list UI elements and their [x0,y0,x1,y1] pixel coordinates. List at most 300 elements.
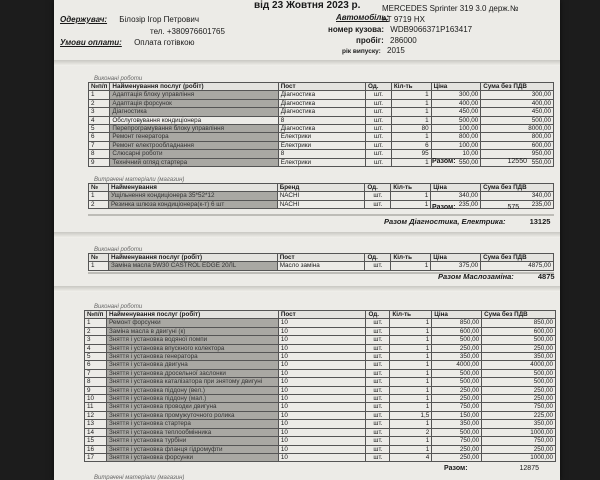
cell-price: 550,00 [431,158,481,166]
cell-price: 450,00 [431,108,481,116]
cell-sum: 340,00 [481,192,554,200]
col-price: Ціна [432,311,482,319]
cell-price: 500,00 [432,369,482,377]
col-name: Найменування послуг (робіт) [106,311,278,319]
cell-name: Зняття і установка фланця гідромуфти [106,445,278,453]
works1-total-value: 12550 [507,158,527,165]
cell-qty: 1,5 [390,411,432,419]
cell-sum: 350,00 [482,353,556,361]
table-row [85,378,556,386]
cell-post: 10 [278,353,366,361]
cell-unit: шт. [366,428,390,436]
cell-unit: шт. [366,344,390,352]
year-line [342,46,405,57]
cell-price: 400,00 [431,99,481,107]
cell-name: Адаптація блоку управління [110,91,278,99]
cell-sum: 500,00 [482,336,556,344]
cell-post: 10 [278,445,366,453]
col-name: Найменування послуг (робіт) [110,83,278,91]
cell-name: Зняття і установка водяної помпи [106,336,278,344]
invoice-date: від 23 Жовтня 2023 р. [254,0,361,11]
cell-unit: шт. [365,262,391,270]
cell-sum: 500,00 [482,378,556,386]
cell-no: 4 [89,116,110,124]
materials1-total [432,204,519,211]
cell-post: 10 [278,403,366,411]
cell-qty: 6 [391,141,431,149]
col-sum: Сума без ПДВ [482,311,556,319]
cell-unit: шт. [366,327,390,335]
col-no: №п/п [89,83,110,91]
cell-sum: 500,00 [482,369,556,377]
cell-unit: шт. [366,141,392,149]
cell-no: 10 [85,395,107,403]
cell-no: 6 [89,133,110,141]
cell-name: Зняття і установка піддону (мал.) [106,395,278,403]
col-qty: Кіл-ть [391,83,431,91]
cell-price: 600,00 [432,327,482,335]
customer-name: Білозір Ігор Петрович [119,15,200,24]
cell-no: 3 [89,108,110,116]
cell-post: Електрики [278,133,365,141]
cell-name: Зняття і установка турбіни [106,437,278,445]
works1-total [432,158,527,165]
cell-price: 250,00 [432,386,482,394]
col-post: Пост [278,311,366,319]
cell-name: Зняття і установка форсунки [106,453,278,461]
cell-post: Діагностика [278,125,365,133]
summary-diagnostics-label: Разом Діагностика, Електрика: [384,217,506,226]
cell-unit: шт. [366,108,392,116]
col-unit: Од. [366,311,390,319]
cell-price: 250,00 [432,453,482,461]
col-sum: Сума без ПДВ [481,83,554,91]
customer-phone: тел. +380976601765 [150,27,225,36]
cell-post: 10 [278,453,366,461]
cell-qty: 1 [390,361,432,369]
cell-qty: 1 [390,437,432,445]
works3-header-row [85,311,556,319]
cell-qty: 1 [390,344,432,352]
mileage-value: 286000 [390,36,417,45]
cell-price: 750,00 [432,403,482,411]
cell-price: 300,00 [431,91,481,99]
cell-post: Діагностика [278,108,365,116]
materials1-total-value: 575 [507,204,520,211]
cell-price: 235,00 [431,200,481,208]
cell-name: Зняття і установка промужуточного ролика [106,411,278,419]
table-row [85,411,556,419]
col-unit: Од. [365,184,391,192]
cell-unit: шт. [366,133,392,141]
cell-unit: шт. [366,411,390,419]
cell-sum: 225,00 [482,411,556,419]
cell-qty: 1 [390,336,432,344]
cell-no: 1 [89,91,110,99]
col-post: Пост [277,254,365,262]
table-row [85,445,556,453]
table-row [89,116,554,124]
cell-qty: 1 [390,386,432,394]
cell-no: 2 [89,200,109,208]
cell-price: 150,00 [432,411,482,419]
cell-unit: шт. [366,91,392,99]
cell-sum: 800,00 [481,133,554,141]
cell-name: Резинка шлюза кондиціонера(к-т) 6 шт [108,200,277,208]
cell-qty: 1 [391,192,431,200]
works1-header-row [89,83,554,91]
table-row [89,108,554,116]
cell-post: 10 [278,386,366,394]
cell-qty: 1 [390,395,432,403]
cell-qty: 1 [391,200,431,208]
table-row [89,133,554,141]
cell-sum: 500,00 [481,116,554,124]
cell-post: Електрики [278,158,365,166]
col-price: Ціна [431,184,481,192]
cell-sum: 850,00 [482,319,556,327]
cell-price: 100,00 [431,141,481,149]
cell-sum: 350,00 [482,420,556,428]
cell-qty: 4 [390,453,432,461]
cell-qty: 1 [390,420,432,428]
cell-post: 10 [278,344,366,352]
cell-no: 5 [85,353,107,361]
cell-name: Зняття і установка проводки двигуна [106,403,278,411]
cell-unit: шт. [365,200,391,208]
table-row [89,99,554,107]
cell-price: 250,00 [432,395,482,403]
cell-post: 10 [278,327,366,335]
cell-brand: NACHI [277,192,365,200]
table-row [85,386,556,394]
cell-unit: шт. [366,336,390,344]
cell-price: 4000,00 [432,361,482,369]
cell-no: 1 [89,192,109,200]
cell-qty: 1 [390,445,432,453]
table-row [89,150,554,158]
table-row [89,192,554,200]
cell-unit: шт. [366,420,390,428]
cell-unit: шт. [366,125,392,133]
cell-price: 350,00 [432,353,482,361]
cell-name: Зняття і установка стартера [106,420,278,428]
cell-no: 13 [85,420,107,428]
table-row [89,91,554,99]
col-brand: Бренд [277,184,365,192]
summary-oil [438,272,555,281]
cell-unit: шт. [366,369,390,377]
cell-sum: 300,00 [481,91,554,99]
paper-fold [54,286,560,292]
payment-label: Умови оплати: [60,38,122,47]
cell-unit: шт. [366,319,390,327]
cell-no: 14 [85,428,107,436]
cell-post: 10 [278,428,366,436]
cell-unit: шт. [366,361,390,369]
col-name: Найменування послуг (робіт) [108,254,277,262]
cell-name: Ремонт генератора [110,133,278,141]
car-value: MERCEDES Sprinter 319 3.0 держ.№ [382,4,519,13]
col-qty: Кіл-ть [390,311,432,319]
cell-sum: 250,00 [482,445,556,453]
cell-name: Діагностика [110,108,278,116]
works3-title: Виконані роботи [94,304,143,310]
cell-name: Зняття і установка впускного колектора [106,344,278,352]
table-row [85,344,556,352]
cell-price: 750,00 [432,437,482,445]
cell-qty: 1 [390,353,432,361]
invoice-paper [54,0,560,480]
summary-diagnostics [384,217,550,226]
works3-total-label: Разом: [444,465,468,472]
cell-name: Зняття і установка каталізатора при знятому двигуні [106,378,278,386]
cell-qty: 1 [391,108,431,116]
cell-price: 500,00 [432,378,482,386]
cell-sum: 250,00 [482,386,556,394]
cell-qty: 1 [390,319,432,327]
cell-unit: шт. [366,445,390,453]
cell-post: Масло заміна [277,262,365,270]
cell-name: Адаптація форсунок [110,99,278,107]
col-price: Ціна [431,83,481,91]
col-unit: Од. [365,254,391,262]
cell-qty: 1 [391,158,431,166]
cell-name: Технічний огляд стартера [110,158,278,166]
cell-name: Ущільнення кондиціонера 35*52*12 [108,192,277,200]
cell-unit: шт. [366,158,392,166]
cell-no: 15 [85,437,107,445]
cell-no: 11 [85,403,107,411]
table-row [85,395,556,403]
works1-table [88,82,554,167]
table-row [89,125,554,133]
cell-no: 4 [85,344,107,352]
col-no: №п/п [85,311,107,319]
cell-sum: 550,00 [481,158,554,166]
vin-value: WDB9066371P163417 [390,25,473,34]
cell-name: Зняття і установка дросельної заслонки [106,369,278,377]
cell-no: 7 [85,369,107,377]
table-row [85,428,556,436]
cell-post: Діагностика [278,91,365,99]
cell-sum: 4000,00 [482,361,556,369]
cell-post: 8 [278,116,365,124]
cell-sum: 600,00 [482,327,556,335]
cell-unit: шт. [366,395,390,403]
col-no: № [89,254,109,262]
cell-no: 12 [85,411,107,419]
year-value: 2015 [387,46,405,55]
cell-qty: 1 [390,327,432,335]
cell-no: 17 [85,453,107,461]
cell-unit: шт. [366,353,390,361]
cell-qty: 1 [391,262,431,270]
cell-post: 10 [278,336,366,344]
cell-qty: 80 [391,125,431,133]
col-sum: Сума без ПДВ [481,254,554,262]
cell-name: Слюсарні роботи [110,150,278,158]
cell-no: 9 [85,386,107,394]
col-qty: Кіл-ть [391,184,431,192]
cell-name: Ремонт електрообладнання [110,141,278,149]
cell-no: 2 [89,99,110,107]
cell-name: Заміна масла в двигуні (к) [106,327,278,335]
car-line [336,13,389,23]
cell-price: 340,00 [431,192,481,200]
cell-post: 10 [278,395,366,403]
paper-fold [54,60,560,66]
cell-qty: 1 [391,99,431,107]
mileage-line [356,36,417,46]
cell-unit: шт. [366,386,390,394]
cell-no: 7 [89,141,110,149]
table-row [85,453,556,461]
cell-price: 500,00 [432,428,482,436]
cell-qty: 2 [390,428,432,436]
paper-fold [54,232,560,238]
cell-name: Зняття і установка двигуна [106,361,278,369]
cell-name: Перепрограмування блоку управління [110,125,278,133]
year-label: рік випуску: [342,48,381,55]
col-qty: Кіл-ть [391,254,431,262]
table-row [85,437,556,445]
cell-price: 250,00 [432,445,482,453]
table-row [85,361,556,369]
cell-name: Зняття і установка теплообмінника [106,428,278,436]
cell-no: 1 [89,262,109,270]
cell-name: Зняття і установка генератора [106,353,278,361]
cell-unit: шт. [366,378,390,386]
cell-post: 10 [278,437,366,445]
cell-no: 16 [85,445,107,453]
works3-total-value: 12875 [519,465,539,472]
cell-post: 10 [278,361,366,369]
summary-oil-label: Разом Маслозаміна: [438,272,514,281]
cell-sum: 235,00 [481,200,554,208]
cell-qty: 1 [390,378,432,386]
cell-sum: 600,00 [481,141,554,149]
table-row [85,353,556,361]
cell-post: 10 [278,420,366,428]
cell-sum: 750,00 [482,403,556,411]
works2-header-row [89,254,554,262]
cell-price: 250,00 [432,344,482,352]
cell-unit: шт. [366,453,390,461]
cell-unit: шт. [366,150,392,158]
cell-price: 100,00 [431,125,481,133]
section-divider [88,214,554,216]
cell-sum: 400,00 [481,99,554,107]
cell-qty: 1 [390,403,432,411]
table-row [85,403,556,411]
cell-no: 8 [89,150,110,158]
cell-price: 500,00 [432,336,482,344]
cell-no: 3 [85,336,107,344]
materials3-title: Витрачені матеріали (магазин) [94,475,185,480]
cell-post: 10 [278,319,366,327]
col-unit: Од. [366,83,392,91]
works2-table [88,253,554,271]
cell-no: 2 [85,327,107,335]
cell-name: Ремонт форсунки [106,319,278,327]
cell-qty: 1 [390,369,432,377]
cell-sum: 750,00 [482,437,556,445]
mileage-label: пробіг: [356,36,384,45]
cell-post: 8 [278,150,365,158]
materials1-title: Витрачені матеріали (магазин) [94,177,185,183]
works1-title: Виконані роботи [94,76,143,82]
cell-sum: 1000,00 [482,453,556,461]
cell-unit: шт. [366,116,392,124]
cell-brand: NACHI [277,200,365,208]
summary-diagnostics-value: 13125 [529,217,551,226]
cell-sum: 1000,00 [482,428,556,436]
vin-label: номер кузова: [328,25,385,34]
cell-qty: 1 [391,116,431,124]
cell-qty: 1 [391,91,431,99]
materials1-total-label: Разом: [432,204,456,211]
payment-value: Оплата готівкою [134,38,195,47]
cell-qty: 1 [391,133,431,141]
cell-unit: шт. [365,192,391,200]
vin-line [328,25,472,35]
cell-price: 10,00 [431,150,481,158]
cell-sum: 250,00 [482,344,556,352]
cell-price: 375,00 [431,262,481,270]
table-row [85,327,556,335]
cell-no: 6 [85,361,107,369]
cell-price: 850,00 [432,319,482,327]
customer-label: Одержувач: [60,15,108,24]
table-row [85,369,556,377]
works3-table [84,310,556,462]
table-row [89,141,554,149]
col-post: Пост [278,83,365,91]
cell-qty: 95 [391,150,431,158]
cell-sum: 4875,00 [481,262,554,270]
car-label: Автомобіль: [336,13,389,22]
car-plate: АТ 9719 НХ [382,15,425,24]
cell-unit: шт. [366,99,392,107]
cell-name: Обслуговування кондиціонера [110,116,278,124]
cell-no: 9 [89,158,110,166]
cell-price: 350,00 [432,420,482,428]
materials1-header-row [89,184,554,192]
cell-sum: 250,00 [482,395,556,403]
customer-line [60,15,199,25]
payment-line [60,38,195,48]
cell-post: Електрики [278,141,365,149]
cell-unit: шт. [366,437,390,445]
cell-price: 800,00 [431,133,481,141]
cell-post: 10 [278,378,366,386]
cell-unit: шт. [366,403,390,411]
cell-sum: 8000,00 [481,125,554,133]
works3-total [444,465,539,472]
table-row [85,336,556,344]
summary-oil-value: 4875 [537,272,555,281]
table-row [85,319,556,327]
cell-post: 10 [278,369,366,377]
works2-title: Виконані роботи [94,247,143,253]
cell-sum: 450,00 [481,108,554,116]
table-row [89,262,554,270]
col-price: Ціна [431,254,481,262]
cell-price: 500,00 [431,116,481,124]
works1-total-label: Разом: [432,158,456,165]
col-no: № [89,184,109,192]
